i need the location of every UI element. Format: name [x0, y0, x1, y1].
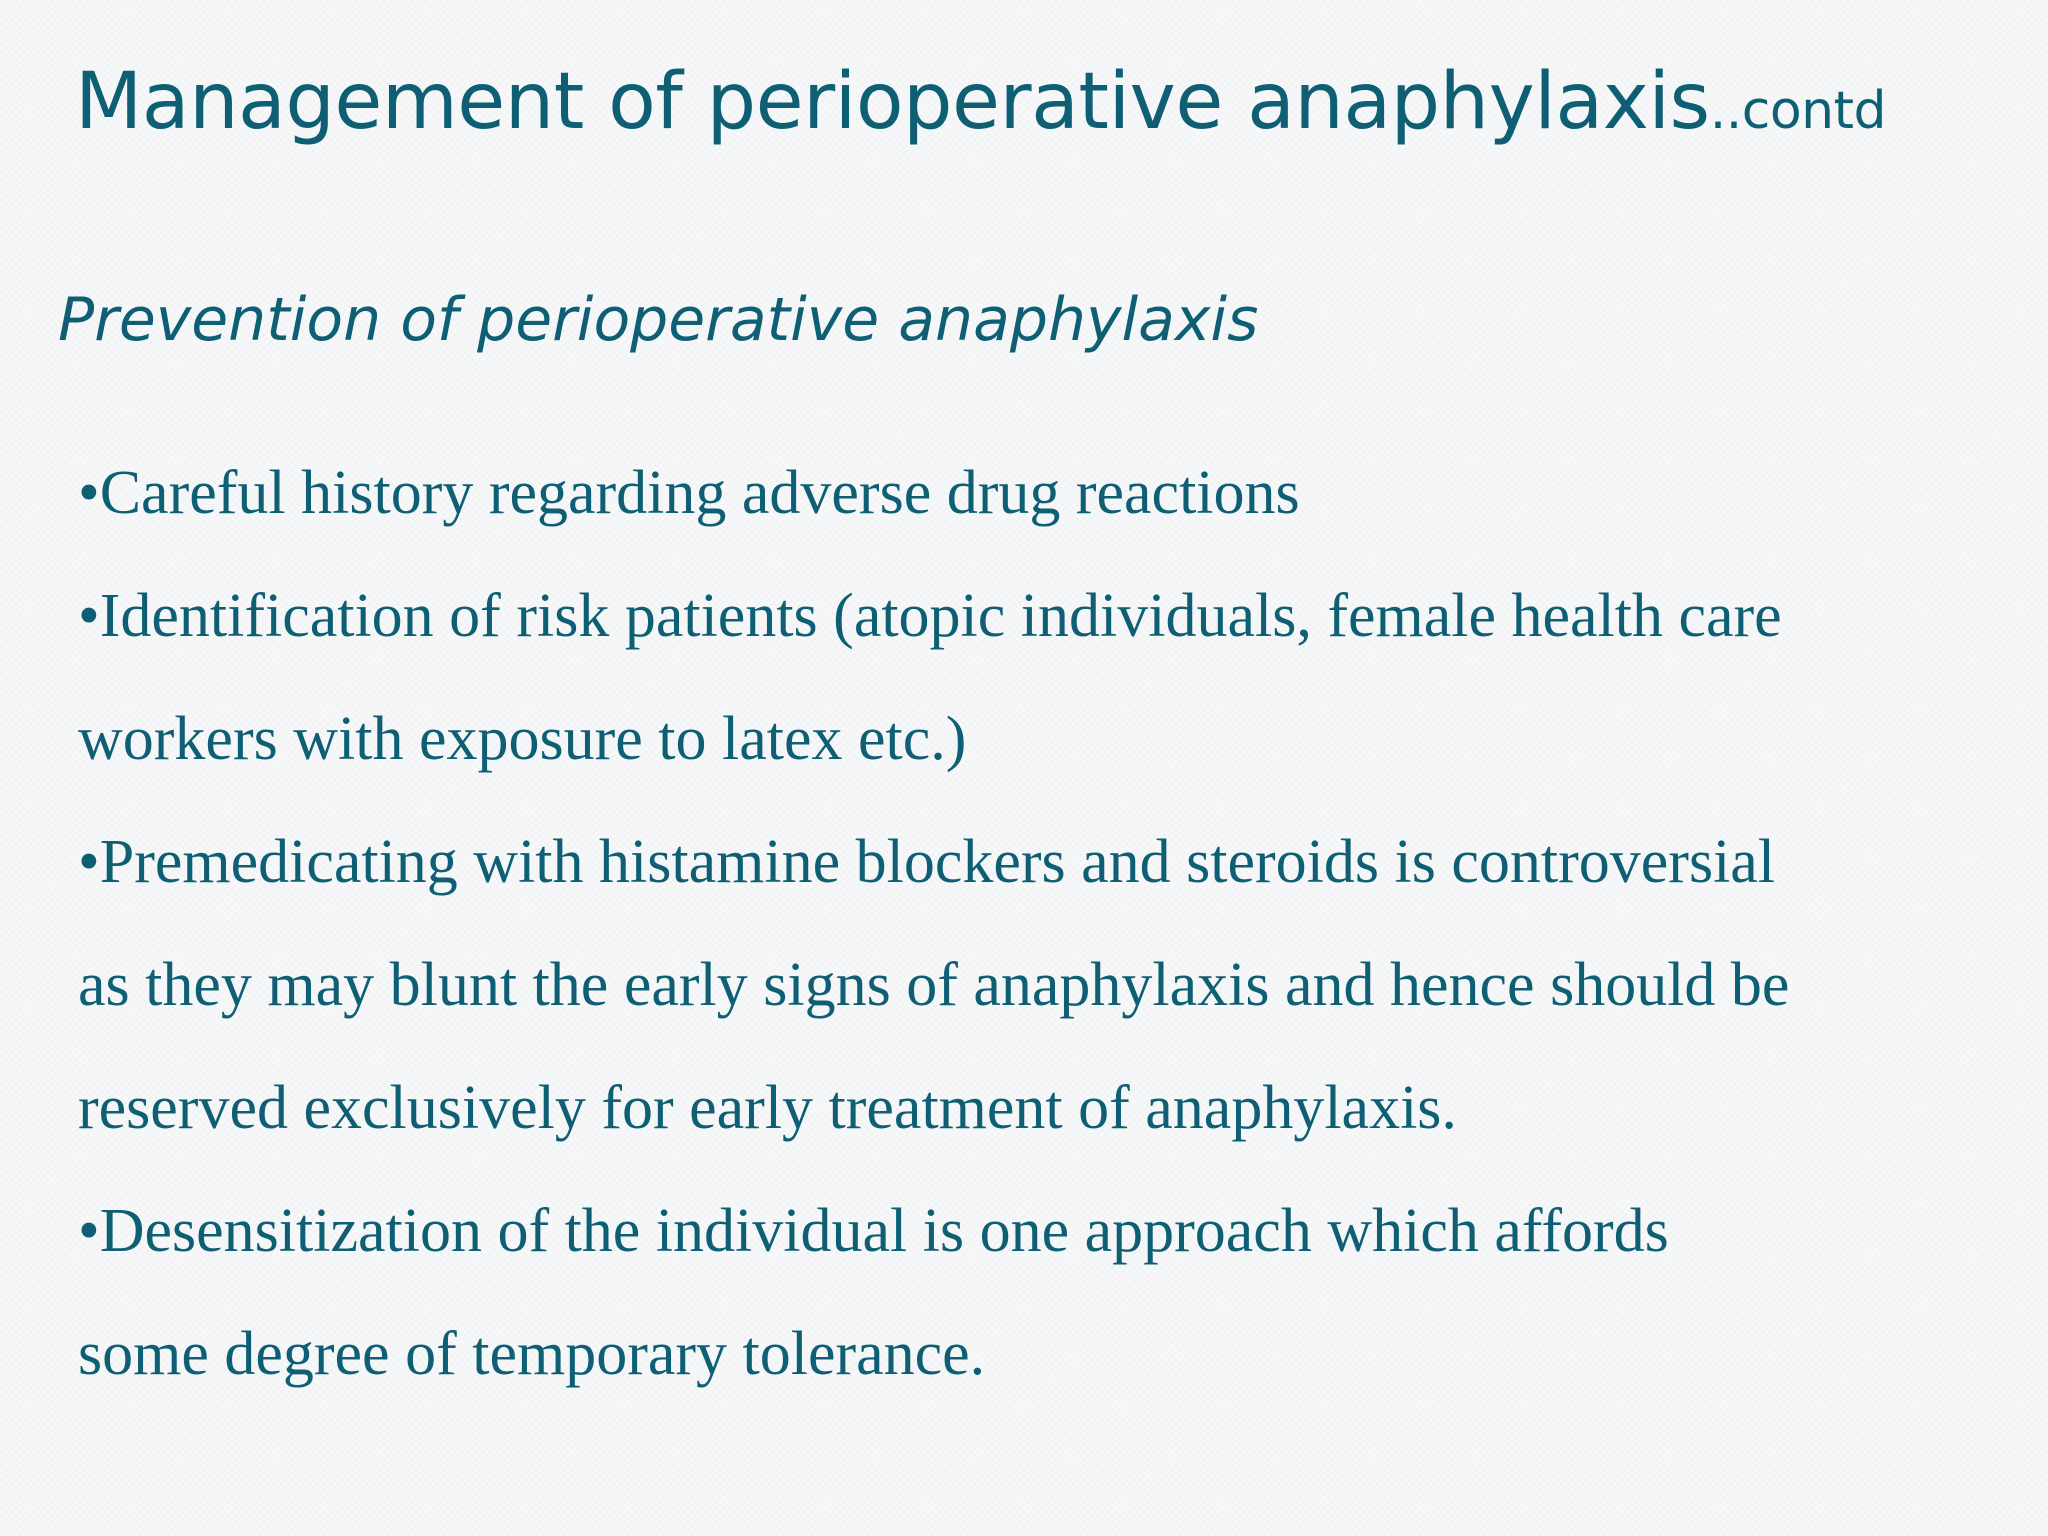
bullet-item [78, 555, 2018, 801]
bullet-item [78, 1170, 2018, 1416]
bullet-item [78, 432, 2018, 555]
bullet-item [78, 801, 2018, 1170]
bullet-line: •Premedicating with histamine blockers and steroids is controversial [78, 828, 1776, 896]
bullet-line: as they may blunt the early signs of anaphylaxis and hence should be [78, 951, 1790, 1019]
slide-title-main: Management of perioperative anaphylaxis [75, 57, 1710, 147]
bullet-line: some degree of temporary tolerance. [78, 1320, 986, 1388]
bullet-line: reserved exclusively for early treatment of anaphylaxis. [78, 1074, 1457, 1142]
slide-title-suffix: ..contd [1709, 81, 1887, 141]
bullet-line: workers with exposure to latex etc.) [78, 705, 967, 773]
bullet-line: •Desensitization of the individual is one approach which affords [78, 1197, 1669, 1265]
slide-title [75, 52, 1886, 161]
bullet-list [78, 432, 2018, 1416]
bullet-line: •Careful history regarding adverse drug reactions [78, 459, 1300, 527]
slide-subtitle: Prevention of perioperative anaphylaxis [58, 285, 1259, 355]
bullet-line: •Identification of risk patients (atopic individuals, female health care [78, 582, 1782, 650]
